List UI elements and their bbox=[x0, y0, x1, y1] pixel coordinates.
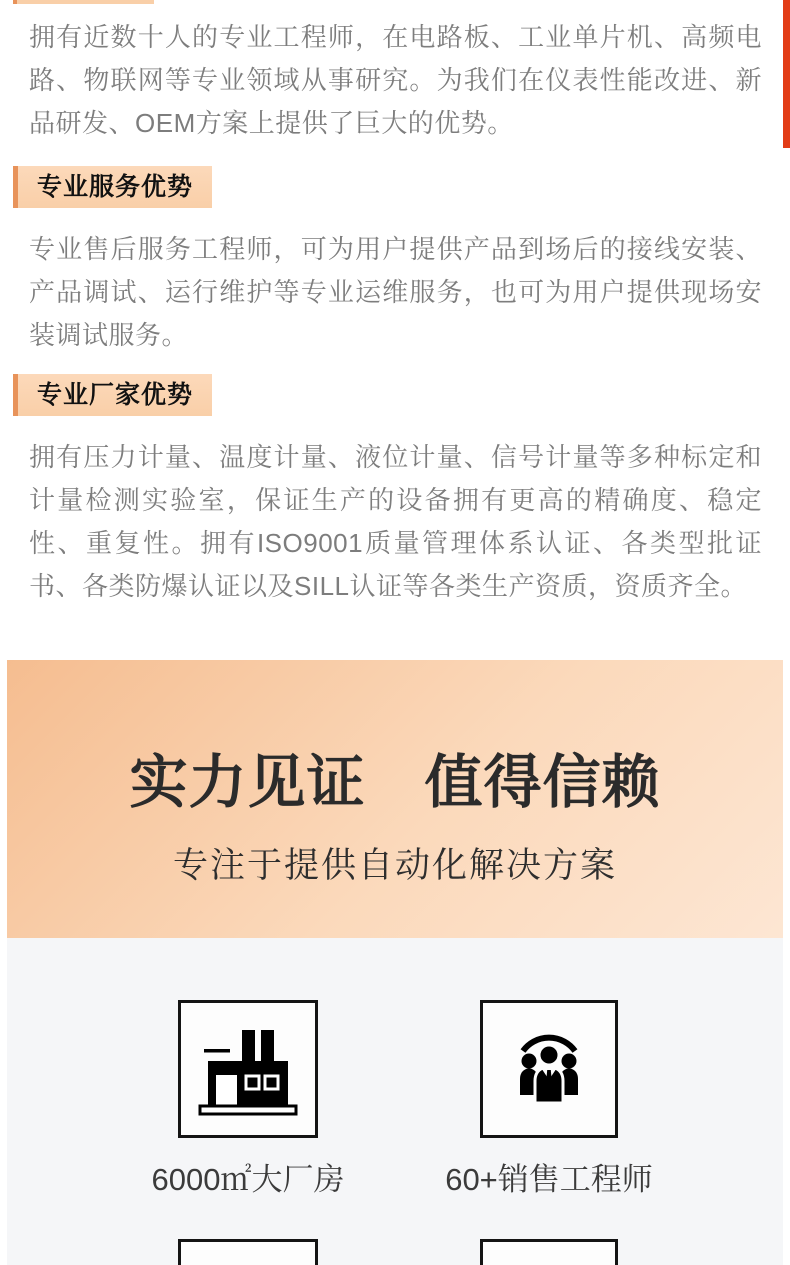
banner-title: 实力见证 值得信赖 bbox=[129, 750, 661, 815]
strength-banner bbox=[7, 660, 783, 938]
stat-label: 60+销售工程师 bbox=[445, 1162, 653, 1197]
banner-subtitle: 专注于提供自动化解决方案 bbox=[172, 846, 617, 885]
stat-card-team bbox=[480, 1000, 618, 1138]
team-icon bbox=[499, 1018, 599, 1120]
scrollbar-thumb[interactable] bbox=[783, 0, 790, 148]
stat-label: 6000㎡大厂房 bbox=[151, 1162, 345, 1197]
stat-card-factory bbox=[178, 1000, 318, 1138]
factory-icon bbox=[198, 1018, 298, 1120]
factory-paragraph: 拥有压力计量、温度计量、液位计量、信号计量等多种标定和计量检测实验室，保证生产的设备拥有更高的精确度、稳定性、重复性。拥有ISO9001质量管理体系认证、各类型批证书、各类防爆认证以及SILL认证等各类生产资质，资质齐全。 bbox=[29, 442, 762, 601]
section-chip-fragment bbox=[13, 0, 154, 4]
stat-card-partial bbox=[178, 1239, 318, 1265]
intro-paragraph: 拥有近数十人的专业工程师，在电路板、工业单片机、高频电路、物联网等专业领域从事研究。为我们在仪表性能改进、新品研发、OEM方案上提供了巨大的优势。 bbox=[29, 22, 762, 138]
stats-section bbox=[7, 938, 783, 1265]
service-paragraph: 专业售后服务工程师，可为用户提供产品到场后的接线安装、产品调试、运行维护等专业运维服务，也可为用户提供现场安装调试服务。 bbox=[29, 234, 762, 350]
section-heading-factory: 专业厂家优势 bbox=[13, 374, 212, 416]
section-heading-service: 专业服务优势 bbox=[13, 166, 212, 208]
stat-card-partial bbox=[480, 1239, 618, 1265]
